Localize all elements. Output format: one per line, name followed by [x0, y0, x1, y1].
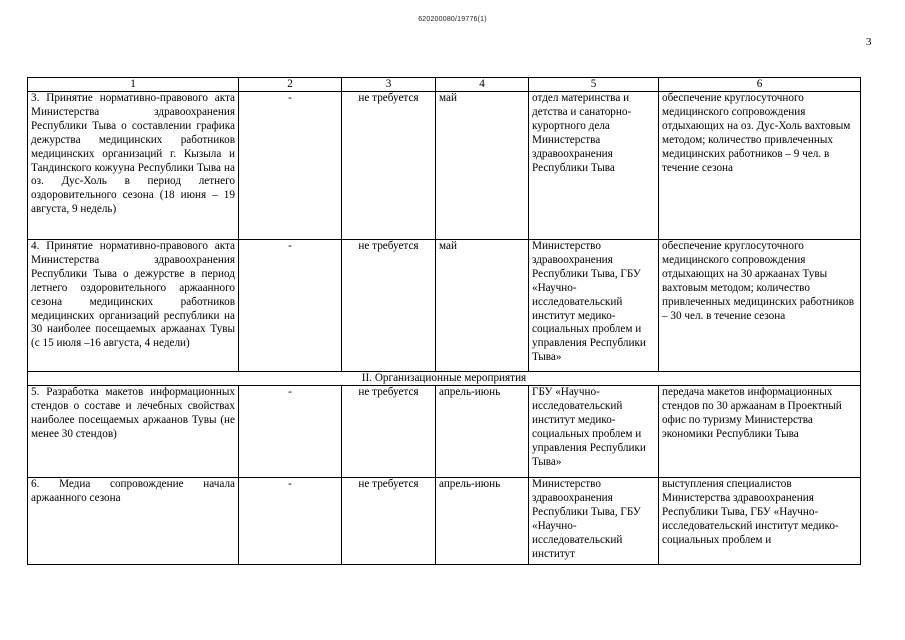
- expected-result-cell: обеспечение круглосуточного медицинского сопровождения отдыхающих на оз. Дус-Холь вахтовым методом; количество привлеченных медицинских работников – 9 чел. в течение сезона: [659, 92, 861, 240]
- responsible-cell: ГБУ «Научно-исследовательский институт медико-социальных проблем и управления Республики Тыва»: [529, 386, 659, 478]
- deadline-cell: апрель-июнь: [436, 478, 529, 565]
- section-title: II. Организационные мероприятия: [28, 372, 861, 386]
- table-row: [28, 478, 861, 565]
- deadline-cell: май: [436, 240, 529, 372]
- column-header: 4: [436, 78, 529, 92]
- legal-act-cell: -: [239, 240, 342, 372]
- funding-cell: не требуется: [342, 240, 436, 372]
- column-number-header-row: [28, 78, 861, 92]
- column-header: 1: [28, 78, 239, 92]
- activity-name-cell: 6. Медиа сопровождение начала аржаанного сезона: [28, 478, 239, 565]
- activity-plan-table: [27, 77, 861, 565]
- legal-act-cell: -: [239, 92, 342, 240]
- page-number: 3: [866, 36, 872, 48]
- activity-name-cell: 5. Разработка макетов информационных стендов о составе и лечебных свойствах наиболее посещаемых аржаанов Тувы (не менее 30 стендов): [28, 386, 239, 478]
- legal-act-cell: -: [239, 478, 342, 565]
- responsible-cell: Министерство здравоохранения Республики Тыва, ГБУ «Научно-исследовательский институт: [529, 478, 659, 565]
- column-header: 2: [239, 78, 342, 92]
- funding-cell: не требуется: [342, 92, 436, 240]
- deadline-cell: апрель-июнь: [436, 386, 529, 478]
- responsible-cell: Министерство здравоохранения Республики Тыва, ГБУ «Научно-исследовательский институт медико-социальных проблем и управления Республики Тыва»: [529, 240, 659, 372]
- table-row: [28, 92, 861, 240]
- column-header: 6: [659, 78, 861, 92]
- column-header: 5: [529, 78, 659, 92]
- funding-cell: не требуется: [342, 478, 436, 565]
- document-registration-number: 620200080/19776(1): [418, 16, 487, 23]
- activity-name-cell: 4. Принятие нормативно-правового акта Министерства здравоохранения Республики Тыва о дежурстве в период летнего оздоровительного аржаанного сезона медицинских работников медицинских организаций республики на 30 наиболее посещаемых аржаанах Тувы (с 15 июля –16 августа, 4 недели): [28, 240, 239, 372]
- activity-name-cell: 3. Принятие нормативно-правового акта Министерства здравоохранения Республики Тыва о составлении графика дежурства медицинских работников медицинских организаций г. Кызыла и Тандинского кожууна Республики Тыва на оз. Дус-Холь в период летнего оздоровительного сезона (18 июня – 19 августа, 9 недель): [28, 92, 239, 240]
- column-header: 3: [342, 78, 436, 92]
- legal-act-cell: -: [239, 386, 342, 478]
- expected-result-cell: обеспечение круглосуточного медицинского сопровождения отдыхающих на 30 аржаанах Тувы вахтовым методом; количество привлеченных медицинских работников – 30 чел. в течение сезона: [659, 240, 861, 372]
- table-row: [28, 386, 861, 478]
- responsible-cell: отдел материнства и детства и санаторно-курортного дела Министерства здравоохранения Республики Тыва: [529, 92, 659, 240]
- section-header-row: [28, 372, 861, 386]
- expected-result-cell: выступления специалистов Министерства здравоохранения Республики Тыва, ГБУ «Научно-исследовательский институт медико-социальных проблем и: [659, 478, 861, 565]
- table-row: [28, 240, 861, 372]
- funding-cell: не требуется: [342, 386, 436, 478]
- expected-result-cell: передача макетов информационных стендов по 30 аржаанам в Проектный офис по туризму Министерства экономики Республики Тыва: [659, 386, 861, 478]
- deadline-cell: май: [436, 92, 529, 240]
